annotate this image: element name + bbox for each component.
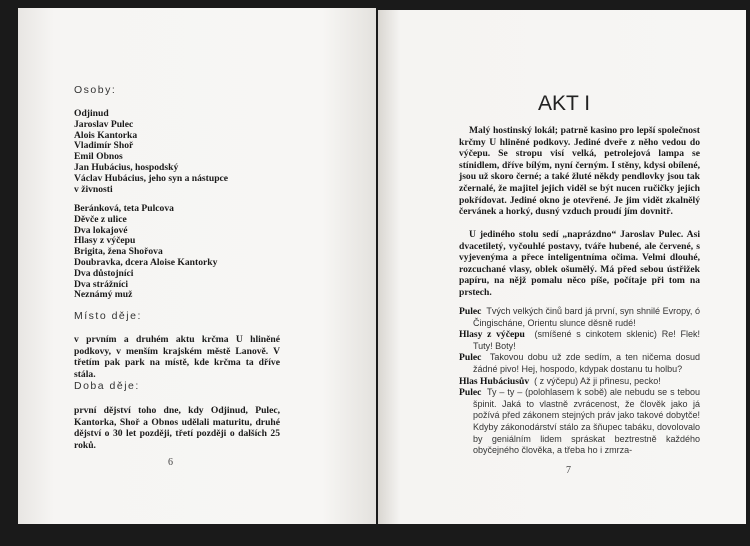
person: Beránková, teta Pulcova: [74, 203, 174, 214]
line-text: Ty – ty – (polohlasem k sobě) ale nebudu se s tebou špinit. Jaká to vlastně zvrácenost, že člověk jako já požívá před zákonem stejných práv jako takové dobytče! Kdyby zákonodárství stálo za šňupec tabáku, dovolovalo by geniálním lidem spráskat beztrestně každého obyčejného člověka, a třeba ho i zmrza-: [473, 387, 700, 456]
dialogue-line: [459, 387, 700, 457]
person: Odjinud: [74, 108, 109, 119]
person: v živnosti: [74, 183, 113, 195]
speaker: Pulec: [459, 306, 482, 317]
persons-list-2: [74, 204, 217, 301]
stage-direction: U jediného stolu sedí „naprázdno“ Jaroslav Pulec. Asi dvacetiletý, vyčouhlé postavy, tváře hubené, ale červené, s vyjevenýma a přece inteligentníma očima. Velmi dlouhé, rozcuchané vlasy, oblek ošumělý. Má před sebou ústřižek papíru, na nějž pomalu něco píše, počítaje při tom na prstech.: [459, 229, 700, 298]
act-title: AKT I: [538, 92, 591, 115]
speaker: Pulec: [459, 387, 482, 399]
page-number: 6: [168, 457, 173, 468]
person: Dva strážníci: [74, 278, 129, 290]
time-heading: Doba děje:: [74, 380, 140, 392]
dialogue-line: [459, 306, 700, 329]
line-text: (smíšené s cinkotem sklenic) Re! Flek! Tuty! Boty!: [473, 329, 700, 351]
page-number: 7: [566, 465, 571, 476]
person: Hlasy z výčepu: [74, 235, 136, 247]
place-text: v prvním a druhém aktu krčma U hliněné podkovy, v menším krajském městě Lanově. V třetím pak park na místě, kde krčma ta dříve stála.: [74, 334, 280, 380]
person: Emil Obnos: [74, 151, 123, 163]
person: Alois Kantorka: [74, 129, 138, 141]
person: Vladimír Shoř: [74, 140, 134, 152]
dialogue-line: [459, 352, 700, 375]
person: Jaroslav Pulec: [74, 118, 134, 130]
place-heading: Místo děje:: [74, 310, 142, 322]
right-page: [378, 10, 746, 524]
line-text: Takovou dobu už zde sedím, a ten ničema dosud žádné pivo! Hej, hospodo, kdypak dostanu tu holbu?: [473, 352, 700, 374]
person: Václav Hubácius, jeho syn a nástupce: [74, 172, 229, 184]
stage-direction: Malý hostinský lokál; patrně kasino pro lepší společnost krčmy U hliněné podkovy. Jediné dveře z něho vedou do výčepu. Se stropu visí velká, petrolejová lampa se stínidlem, dříve bílým, nyní černým. I stěny, kdysi obílené, jsou už skoro černé; a také žluté někdy pendlovky jsou tak zčernalé, že majitel jejich viděl se být nucen ručičky jejich pokřídovat. Jediné okno je otevřené. Je jim vidět zkalnělý červánek a horký, dusný vzduch proudí jím dovnitř.: [459, 125, 700, 218]
dialogue: [459, 306, 700, 457]
person: Dva důstojníci: [74, 267, 134, 279]
speaker: Pulec: [459, 352, 482, 364]
persons-list-1: [74, 109, 228, 195]
left-page: [18, 8, 376, 524]
person: Neznámý muž: [74, 289, 133, 301]
speaker: Hlasy z výčepu: [459, 329, 525, 341]
time-text: první dějství toho dne, kdy Odjinud, Pulec, Kantorka, Shoř a Obnos udělali maturitu, druhé dějství o 30 let později, třetí později o dalších 25 roků.: [74, 405, 280, 451]
person: Doubravka, dcera Aloise Kantorky: [74, 256, 218, 268]
line-text: ( z výčepu) Až ji přinesu, pecko!: [534, 375, 661, 386]
person: Děvče z ulice: [74, 213, 127, 225]
person: Brigita, žena Shořova: [74, 246, 163, 258]
dialogue-line: [459, 329, 700, 352]
dialogue-line: [459, 376, 700, 388]
persons-heading: Osoby:: [74, 84, 117, 96]
speaker: Hlas Hubáciusův: [459, 375, 530, 387]
person: Jan Hubácius, hospodský: [74, 161, 179, 173]
person: Dva lokajové: [74, 224, 128, 236]
line-text: Tvých velkých činů bard já první, syn shnilé Evropy, ó Čingischáne, Orientu slunce děsně rudé!: [473, 306, 700, 328]
